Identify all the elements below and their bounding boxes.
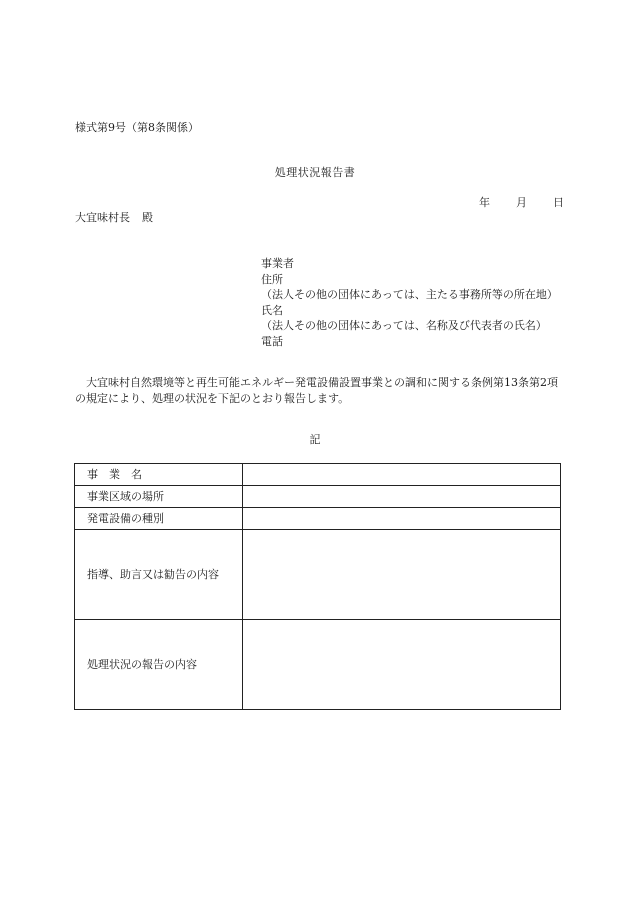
date-day-label: 日 xyxy=(553,196,564,209)
project-name-label: 事 業 名 xyxy=(75,464,243,486)
addressee-name: 大宜味村長 xyxy=(75,211,130,224)
body-text xyxy=(75,375,565,407)
name-note: （法人その他の団体にあっては、名称及び代表者の氏名） xyxy=(261,319,547,332)
form-number: 様式第9号（第8条関係） xyxy=(75,121,199,134)
business-operator-label: 事業者 xyxy=(261,257,294,270)
project-location-value[interactable] xyxy=(243,486,561,508)
table-row-project-name xyxy=(75,464,561,486)
address-note: （法人その他の団体にあっては、主たる事務所等の所在地） xyxy=(261,288,558,301)
table-row-facility-type xyxy=(75,508,561,530)
guidance-content-label: 指導、助言又は勧告の内容 xyxy=(75,530,243,620)
addressee xyxy=(75,212,153,223)
date-month-label: 月 xyxy=(516,196,527,209)
addressee-honorific: 殿 xyxy=(142,211,153,224)
date-line xyxy=(479,197,564,208)
date-year-label: 年 xyxy=(479,196,490,209)
facility-type-value[interactable] xyxy=(243,508,561,530)
report-table xyxy=(74,463,561,710)
name-label: 氏名 xyxy=(261,303,283,317)
ki-label: 記 xyxy=(309,433,321,446)
guidance-content-value[interactable] xyxy=(243,530,561,620)
project-name-value[interactable] xyxy=(243,464,561,486)
body-paragraph: 大宜味村自然環境等と再生可能エネルギー発電設備設置事業との調和に関する条例第13条第2項の規定により、処理の状況を下記のとおり報告します。 xyxy=(75,376,558,405)
facility-type-label: 発電設備の種別 xyxy=(75,508,243,530)
report-content-value[interactable] xyxy=(243,620,561,710)
table-row-project-location xyxy=(75,486,561,508)
applicant-block xyxy=(261,256,558,349)
table-row-guidance-content xyxy=(75,530,561,620)
document-title: 処理状況報告書 xyxy=(274,166,356,179)
phone-label: 電話 xyxy=(261,334,283,348)
table-row-report-content xyxy=(75,620,561,710)
project-location-label: 事業区域の場所 xyxy=(75,486,243,508)
report-content-label: 処理状況の報告の内容 xyxy=(75,620,243,710)
address-label: 住所 xyxy=(261,272,283,286)
